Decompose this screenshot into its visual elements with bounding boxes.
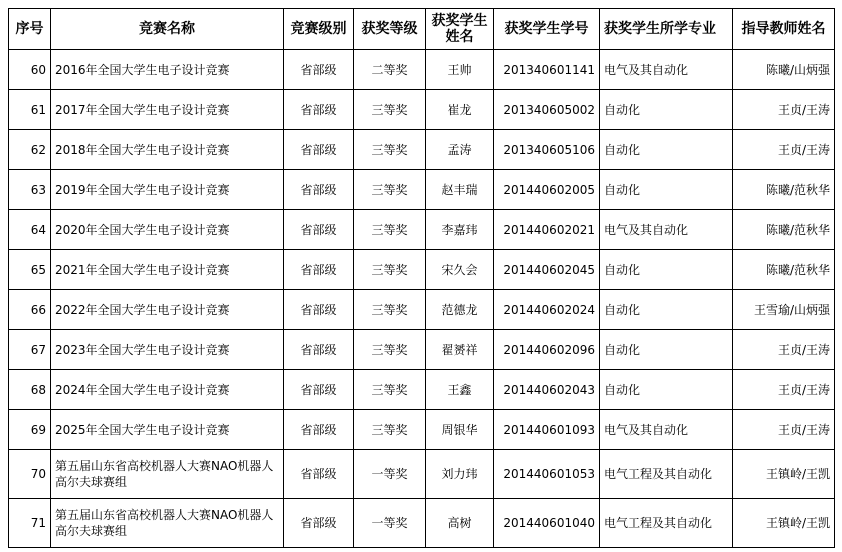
cell-major: 自动化	[600, 90, 733, 130]
cell-advisor: 王镇岭/王凯	[733, 450, 835, 499]
cell-major: 自动化	[600, 170, 733, 210]
cell-advisor: 陈曦/范秋华	[733, 170, 835, 210]
cell-major: 电气及其自动化	[600, 410, 733, 450]
cell-student-id: 201440602021	[494, 210, 600, 250]
header-major: 获奖学生所学专业	[600, 9, 733, 50]
table-row	[9, 210, 835, 250]
header-level: 竞赛级别	[284, 9, 354, 50]
cell-award: 三等奖	[354, 170, 426, 210]
cell-student: 孟涛	[426, 130, 494, 170]
table-row	[9, 330, 835, 370]
cell-index: 71	[9, 499, 51, 548]
cell-competition: 2020年全国大学生电子设计竞赛	[51, 210, 284, 250]
table-row	[9, 170, 835, 210]
cell-award: 三等奖	[354, 210, 426, 250]
header-competition: 竞赛名称	[51, 9, 284, 50]
cell-index: 69	[9, 410, 51, 450]
cell-student: 范德龙	[426, 290, 494, 330]
cell-level: 省部级	[284, 499, 354, 548]
header-award: 获奖等级	[354, 9, 426, 50]
header-student-id: 获奖学生学号	[494, 9, 600, 50]
cell-index: 70	[9, 450, 51, 499]
table-row	[9, 450, 835, 499]
cell-student-id: 201440602045	[494, 250, 600, 290]
table-row	[9, 250, 835, 290]
cell-student: 李嘉玮	[426, 210, 494, 250]
cell-index: 68	[9, 370, 51, 410]
awards-table	[8, 8, 835, 548]
cell-advisor: 陈曦/范秋华	[733, 210, 835, 250]
cell-advisor: 王贞/王涛	[733, 130, 835, 170]
cell-major: 自动化	[600, 370, 733, 410]
cell-student-id: 201440601053	[494, 450, 600, 499]
table-row	[9, 370, 835, 410]
cell-advisor: 王雪瑜/山炳强	[733, 290, 835, 330]
cell-award: 三等奖	[354, 370, 426, 410]
cell-advisor: 陈曦/范秋华	[733, 250, 835, 290]
cell-competition: 2016年全国大学生电子设计竞赛	[51, 50, 284, 90]
cell-index: 67	[9, 330, 51, 370]
cell-award: 三等奖	[354, 90, 426, 130]
cell-index: 61	[9, 90, 51, 130]
cell-major: 电气工程及其自动化	[600, 499, 733, 548]
cell-level: 省部级	[284, 250, 354, 290]
cell-index: 65	[9, 250, 51, 290]
cell-advisor: 王贞/王涛	[733, 330, 835, 370]
cell-index: 66	[9, 290, 51, 330]
cell-student: 崔龙	[426, 90, 494, 130]
cell-competition: 2019年全国大学生电子设计竞赛	[51, 170, 284, 210]
cell-award: 一等奖	[354, 499, 426, 548]
table-row	[9, 50, 835, 90]
cell-student: 赵丰瑞	[426, 170, 494, 210]
cell-competition: 2023年全国大学生电子设计竞赛	[51, 330, 284, 370]
cell-student: 周银华	[426, 410, 494, 450]
cell-student-id: 201340601141	[494, 50, 600, 90]
cell-index: 64	[9, 210, 51, 250]
cell-index: 63	[9, 170, 51, 210]
cell-student-id: 201340605106	[494, 130, 600, 170]
cell-major: 自动化	[600, 330, 733, 370]
cell-student: 王鑫	[426, 370, 494, 410]
cell-student: 王帅	[426, 50, 494, 90]
cell-major: 自动化	[600, 130, 733, 170]
cell-index: 60	[9, 50, 51, 90]
cell-competition: 2018年全国大学生电子设计竞赛	[51, 130, 284, 170]
cell-student-id: 201440602005	[494, 170, 600, 210]
cell-level: 省部级	[284, 210, 354, 250]
cell-level: 省部级	[284, 370, 354, 410]
cell-major: 电气及其自动化	[600, 50, 733, 90]
cell-competition: 2017年全国大学生电子设计竞赛	[51, 90, 284, 130]
cell-award: 三等奖	[354, 250, 426, 290]
cell-award: 三等奖	[354, 410, 426, 450]
cell-student-id: 201440602043	[494, 370, 600, 410]
cell-award: 三等奖	[354, 330, 426, 370]
cell-advisor: 王贞/王涛	[733, 410, 835, 450]
cell-level: 省部级	[284, 290, 354, 330]
header-advisor: 指导教师姓名	[733, 9, 835, 50]
cell-student-id: 201340605002	[494, 90, 600, 130]
cell-student: 刘力玮	[426, 450, 494, 499]
cell-competition: 2024年全国大学生电子设计竞赛	[51, 370, 284, 410]
cell-index: 62	[9, 130, 51, 170]
cell-level: 省部级	[284, 130, 354, 170]
cell-advisor: 陈曦/山炳强	[733, 50, 835, 90]
cell-major: 自动化	[600, 290, 733, 330]
cell-advisor: 王贞/王涛	[733, 370, 835, 410]
cell-award: 二等奖	[354, 50, 426, 90]
cell-level: 省部级	[284, 90, 354, 130]
cell-level: 省部级	[284, 170, 354, 210]
table-row	[9, 499, 835, 548]
header-student: 获奖学生姓名	[426, 9, 494, 50]
cell-student-id: 201440602024	[494, 290, 600, 330]
cell-level: 省部级	[284, 50, 354, 90]
cell-competition: 2022年全国大学生电子设计竞赛	[51, 290, 284, 330]
cell-student-id: 201440601040	[494, 499, 600, 548]
cell-advisor: 王贞/王涛	[733, 90, 835, 130]
cell-level: 省部级	[284, 410, 354, 450]
cell-advisor: 王镇岭/王凯	[733, 499, 835, 548]
cell-award: 三等奖	[354, 290, 426, 330]
cell-student-id: 201440601093	[494, 410, 600, 450]
cell-level: 省部级	[284, 330, 354, 370]
cell-competition: 2025年全国大学生电子设计竞赛	[51, 410, 284, 450]
cell-student: 高树	[426, 499, 494, 548]
table-row	[9, 410, 835, 450]
cell-student: 翟赟祥	[426, 330, 494, 370]
cell-award: 一等奖	[354, 450, 426, 499]
cell-major: 电气工程及其自动化	[600, 450, 733, 499]
cell-student: 宋久会	[426, 250, 494, 290]
cell-major: 自动化	[600, 250, 733, 290]
cell-major: 电气及其自动化	[600, 210, 733, 250]
cell-competition: 第五届山东省高校机器人大赛NAO机器人高尔夫球赛组	[51, 499, 284, 548]
table-header-row	[9, 9, 835, 50]
table-row	[9, 90, 835, 130]
cell-student-id: 201440602096	[494, 330, 600, 370]
cell-level: 省部级	[284, 450, 354, 499]
table-row	[9, 130, 835, 170]
table-row	[9, 290, 835, 330]
cell-award: 三等奖	[354, 130, 426, 170]
header-index: 序号	[9, 9, 51, 50]
cell-competition: 第五届山东省高校机器人大赛NAO机器人高尔夫球赛组	[51, 450, 284, 499]
cell-competition: 2021年全国大学生电子设计竞赛	[51, 250, 284, 290]
